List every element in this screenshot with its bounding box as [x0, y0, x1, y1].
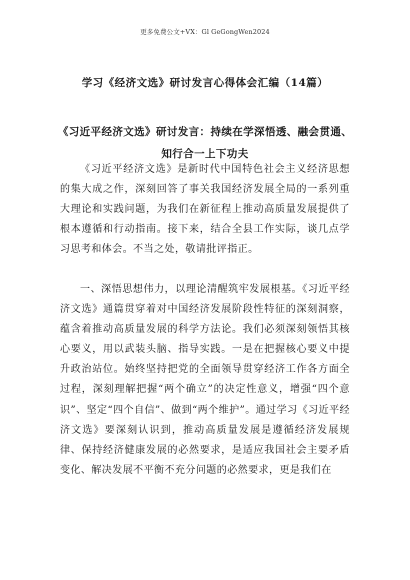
body-paragraph: 《习近平经济文选》是新时代中国特色社会主义经济思想的集大成之作，深刻回答了事关我国经济发展全局的一系列重大理论和实践问题，为我们在新征程上推动高质量发展提供了根本遵循和行动指南。接下来，结合全县工作实际，谈几点学习思考和体会。不当之处，敬请批评指正。	[60, 164, 350, 256]
document-title: 学习《经济文选》研讨发言心得体会汇编（14篇）	[81, 77, 329, 89]
section-title: 《习近平经济文选》研讨发言：持续在学深悟透、融会贯通、知行合一上下功夫	[57, 126, 353, 160]
body-paragraph: 一、深悟思想伟力，以理论清醒筑牢发展根基。《习近平经济文选》通篇贯穿着对中国经济发展阶段性特征的深刻洞察，蕴含着推动高质量发展的科学方法论。我们必须深刻领悟其核心要义，用以武装头脑、指导实践。一是在把握核心要义中提升政治站位。始终坚持把党的全面领导贯穿经济工作各方面全过程，深刻理解把握“两个确立”的决定性意义，增强“四个意识”、坚定“四个自信”、做到“两个维护”。通过学习《习近平经济文选》要深刻认识到，推动高质量发展是遵循经济发展规律、保持经济健康发展的必然要求，是适应我国社会主要矛盾变化、解决发展不平衡不充分问题的必然要求，更是我们在	[60, 284, 350, 476]
header-note: 更多免费公文+VX：Gl GeGongWen2024	[140, 28, 270, 36]
